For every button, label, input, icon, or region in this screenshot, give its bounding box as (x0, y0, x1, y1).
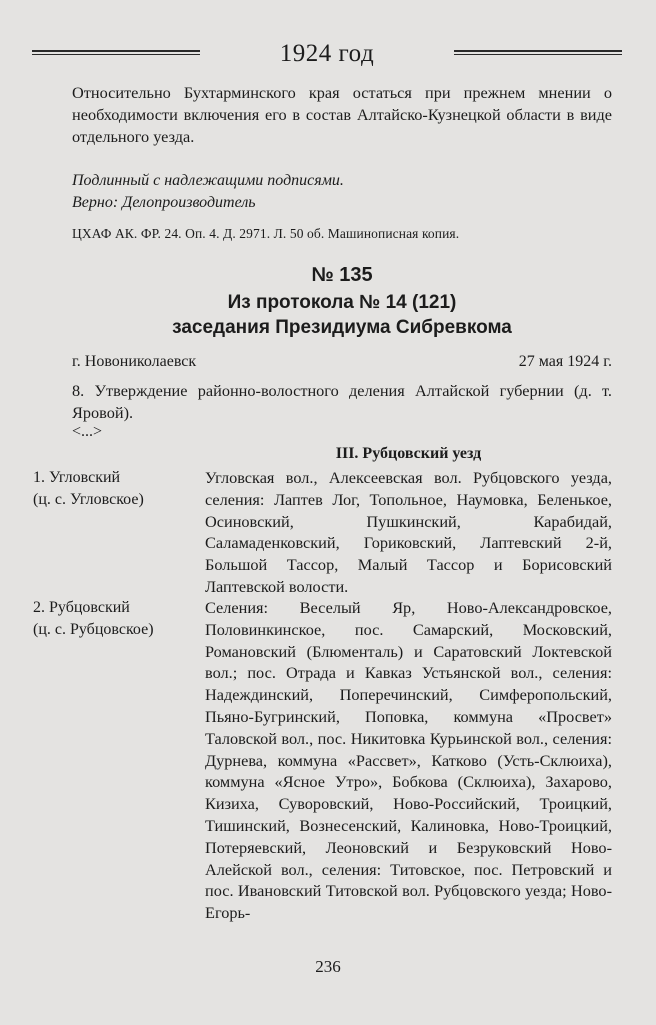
header-rule-right (454, 50, 622, 56)
district-label: 2. Рубцовский (33, 599, 130, 616)
archive-source: ЦХАФ АК. ФР. 24. Оп. 4. Д. 2971. Л. 50 об. Машинописная копия. (72, 226, 460, 241)
district-description: Селения: Веселый Яр, Ново-Александровское, Половинкинское, пос. Самарский, Московский, Романовский (Блюменталь) и Саратовский Локтевской вол.; пос. Отрада и Кавказ Устьянской вол., селения: Надеждинский, Поперечинский, Симферопольский, Пьяно-Бугринский, Поповка, коммуна «Просвет» Таловской вол., пос. Никитовка Курьинской вол., селения: Дурнева, коммуна «Рассвет», Катково (Усть-Склюиха), коммуна «Ясное Утро», Бобкова (Склюиха), Захарово, Кизиха, Суворовский, Ново-Российский, Троицкий, Тишинский, Вознесенский, Калиновка, Ново-Троицкий, Потеряевский, Леоновский и Безруковский Ново-Алейской вол., селения: Титовское, пос. Петровский и пос. Ивановский Титовской вол. Рубцовского уезда; Ново-Егорь- (205, 598, 612, 923)
page-number: 236 (315, 957, 341, 976)
omission-mark: <...> (72, 423, 103, 440)
agenda-item: 8. Утверждение районно-волостного деления Алтайской губернии (д. т. Яровой). (72, 381, 612, 422)
document-city: г. Новониколаевск (72, 353, 197, 370)
header-year: 1924 год (279, 40, 375, 67)
signed-note: Подлинный с надлежащими подписями. (72, 172, 344, 189)
district-center: (ц. с. Угловское) (33, 491, 144, 508)
document-number: № 135 (311, 264, 373, 286)
running-header (32, 40, 622, 76)
section-heading: III. Рубцовский уезд (335, 445, 482, 462)
intro-paragraph: Относительно Бухтарминского края остаться при прежнем мнении о необходимости включения его в состав Алтайско-Кузнецкой области в виде отдельного уезда. (72, 83, 612, 146)
district-label: 1. Угловский (33, 469, 121, 486)
district-description: Угловская вол., Алексеевская вол. Рубцовского уезда, селения: Лаптев Лог, Топольное, Наумовка, Беленькое, Осиновский, Пушкинский, Карабидай, Саламаденковский, Гориковский, Лаптевский 2-й, Большой Тассор, Малый Тассор и Борисовский Лаптевской волости. (205, 468, 612, 596)
document-date: 27 мая 1924 г. (518, 353, 612, 370)
verified-note: Верно: Делопроизводитель (72, 194, 256, 211)
document-subtitle: заседания Президиума Сибревкома (172, 317, 512, 338)
district-center: (ц. с. Рубцовское) (33, 621, 154, 638)
document-title: Из протокола № 14 (121) (227, 292, 457, 313)
